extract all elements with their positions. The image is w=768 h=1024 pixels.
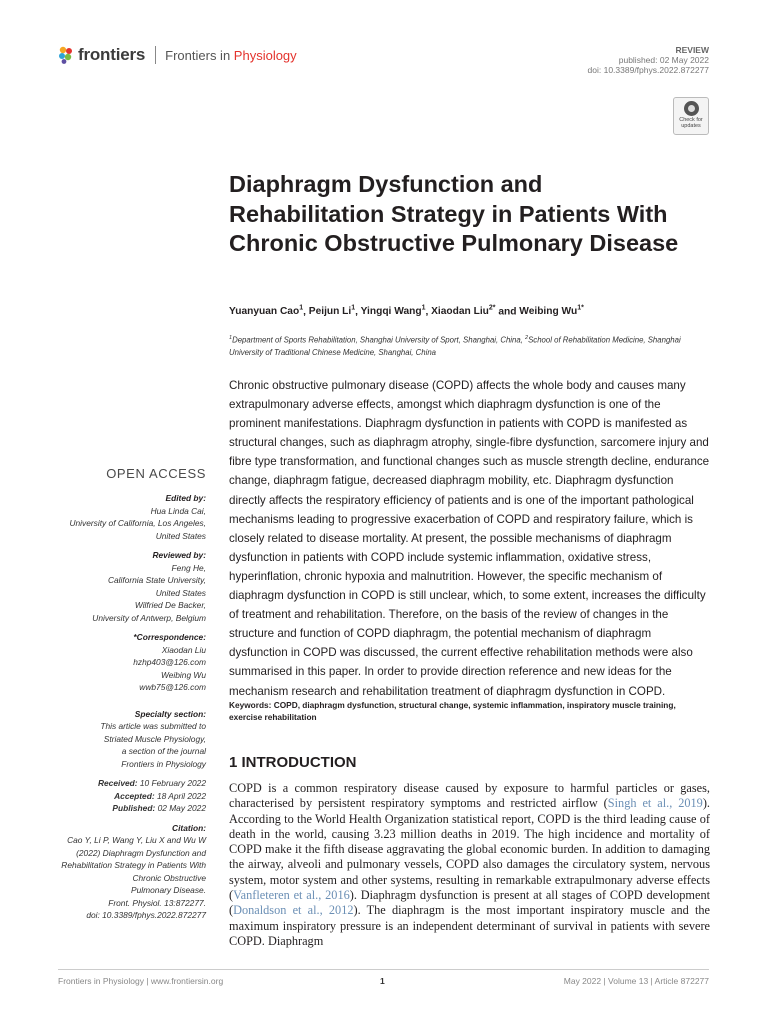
article-type: REVIEW xyxy=(675,45,709,55)
brand-name: frontiers xyxy=(78,45,146,64)
article-title: Diaphragm Dysfunction and Rehabilitation Strategy in Patients With Chronic Obstructive Pulmonary Disease xyxy=(229,171,679,256)
citation-line: Chronic Obstructive xyxy=(132,872,206,883)
footer-volume-info: May 2022 | Volume 13 | Article 872277 xyxy=(563,976,709,986)
abstract: Chronic obstructive pulmonary disease (COPD) affects the whole body and causes many extrapulmonary adverse effects, amongst which diaphragm dysfunction is one of the prominent manifestations. Diaphragm dysfunction in patients with COPD is manifested as structural changes, such as diaphragm atrophy, single-fibre dysfunction, sarcomere injury and fibre type transformation, and functional changes such as muscle strength decline, endurance change, diaphragm fatigue, decreased diaphragm mobility, etc. Diaphragm dysfunction directly affects the respiratory efficiency of patients and is one of the important pathological mechanisms leading to progressive exacerbation of COPD and respiratory failure, which is closely related to disease mortality. At present, the possible mechanisms of diaphragm dysfunction in patients with COPD include systemic inflammation, oxidative stress, hyperinflation, chronic hypoxia and malnutrition. However, the specific mechanism of diaphragm dysfunction in COPD is still unclear, which, to some extent, increases the difficulty of treatment and rehabilitation. Therefore, on the basis of the review of changes in the structure and function of COPD diaphragm, the potential mechanism of diaphragm dysfunction in COPD was discussed, the current effective rehabilitation methods were also summarised in this paper. In order to provide direction reference and new ideas for the mechanism research and rehabilitation treatment of diaphragm dysfunction in COPD. xyxy=(229,379,710,698)
specialty-line: This article was submitted to xyxy=(100,721,206,731)
editor-line: United States xyxy=(155,530,206,541)
page-footer xyxy=(58,969,709,992)
author[interactable]: Weibing $Wu^{1*}$ xyxy=(519,305,584,318)
published-date: published: 02 May 2022 xyxy=(618,55,709,65)
check-updates-icon xyxy=(684,101,699,116)
journal-name: Frontiers in Physiology xyxy=(165,47,297,63)
correspondence-label: *Correspondence: xyxy=(133,632,206,642)
citation-line: Rehabilitation Strategy in Patients With xyxy=(61,860,206,870)
open-access-label: OPEN ACCESS xyxy=(106,466,206,481)
editor-line: Hua Linda Cai, xyxy=(150,505,206,516)
reviewer-line: Wilfried De Backer, xyxy=(134,600,206,610)
introduction-paragraph: COPD is a common respiratory disease caused by exposure to harmful particles or gases, characterised by persistent respiratory symptoms and restricted airflow (Singh et al., 2019). According to the World Health Organization statistical report, COPD is the third leading cause of death in the world, causing 3.23 million deaths in 2019. The high incidence and mortality of COPD make it the fifth disease aggravating the global economic burden. In addition to damaging the airway, alveoli and pulmonary vessels, COPD also damages the circulatory system, nervous system, motor system and other systems, resulting in remarkable extrapulmonary adverse effects (Vanfleteren et al., 2016). Diaphragm dysfunction is present at all stages of COPD development (Donaldson et al., 2012). The diaphragm is the most important inspiratory muscle and the maximum inspiratory pressure is an independent determinant of survival in patients with severe COPD. Diaphragm xyxy=(229,781,711,948)
reviewed-by-label: Reviewed by: xyxy=(152,550,206,560)
author[interactable]: Xiaodan Liu$^{2*}$ xyxy=(431,305,496,318)
specialty-line: a section of the journal xyxy=(121,746,206,756)
edited-by-label: Edited by: xyxy=(165,493,206,503)
journal-logo[interactable] xyxy=(58,45,297,65)
check-for-updates-badge[interactable]: Check for updates xyxy=(673,97,709,135)
citation-link[interactable]: Singh et al., 2019 xyxy=(607,796,703,811)
correspondence-email[interactable]: hzhp403@126.com xyxy=(133,657,206,667)
page-number: 1 xyxy=(380,976,385,986)
reviewer-line: Feng He, xyxy=(171,562,206,573)
logo-divider xyxy=(155,46,156,64)
author[interactable]: Peijun Li$^1$ xyxy=(308,305,356,318)
article-info-sidebar xyxy=(56,492,206,922)
correspondence-email[interactable]: wwb75@126.com xyxy=(139,682,206,692)
accepted-date: Accepted: 18 April 2022 xyxy=(114,790,206,801)
citation-doi[interactable]: doi: 10.3389/fphys.2022.872277 xyxy=(86,910,206,920)
correspondence-name: Weibing Wu xyxy=(161,669,206,680)
article-doi[interactable]: doi: 10.3389/fphys.2022.872277 xyxy=(587,65,709,75)
reviewer-line: University of Antwerp, Belgium xyxy=(92,612,206,623)
citation-link[interactable]: Donaldson et al., 2012 xyxy=(233,903,354,918)
keywords: Keywords: COPD, diaphragm dysfunction, structural change, systemic inflammation, inspiratory muscle training, exercise rehabilitation xyxy=(229,700,676,722)
correspondence-name: Xiaodan Liu xyxy=(161,644,206,655)
citation-line: Cao Y, Li P, Wang Y, Liu X and Wu W xyxy=(67,835,206,845)
published-date-sidebar: Published: 02 May 2022 xyxy=(112,803,206,813)
specialty-line: Striated Muscle Physiology, xyxy=(103,733,206,744)
section-heading-introduction: 1 INTRODUCTION xyxy=(229,754,357,771)
author[interactable]: Yingqi Wang$^1$ xyxy=(360,305,426,318)
affiliations: $^1$Department of Sports Rehabilitation, Shanghai University of Sport, Shanghai, China, $^2$School of Rehabilitation Medicine, Shanghai University of Traditional Chinese Medicine, Shanghai, China xyxy=(229,335,681,357)
citation-line: (2022) Diaphragm Dysfunction and xyxy=(76,847,206,858)
received-date: Received: 10 February 2022 xyxy=(97,778,206,788)
specialty-line: Frontiers in Physiology xyxy=(121,758,206,769)
author-list: Yuanyuan Cao$^1$, Peijun Li$^1$, Yingqi Wang$^1$, Xiaodan Liu$^{2*}$ and Weibing $Wu^{1*}$ xyxy=(229,305,584,318)
citation-link[interactable]: Vanfleteren et al., 2016 xyxy=(233,888,350,903)
specialty-label: Specialty section: xyxy=(134,708,206,719)
reviewer-line: United States xyxy=(155,587,206,598)
citation-line: Front. Physiol. 13:872277. xyxy=(108,897,206,908)
citation-label: Citation: xyxy=(172,822,206,833)
frontiers-logo-icon xyxy=(58,46,74,64)
citation-line: Pulmonary Disease. xyxy=(131,885,206,895)
author[interactable]: Yuanyuan Cao$^1$ xyxy=(229,305,304,318)
reviewer-line: California State University, xyxy=(107,575,206,585)
footer-journal-link[interactable]: Frontiers in Physiology | www.frontiersin.org xyxy=(58,976,224,986)
editor-line: University of California, Los Angeles, xyxy=(69,518,206,528)
article-meta xyxy=(588,45,709,75)
